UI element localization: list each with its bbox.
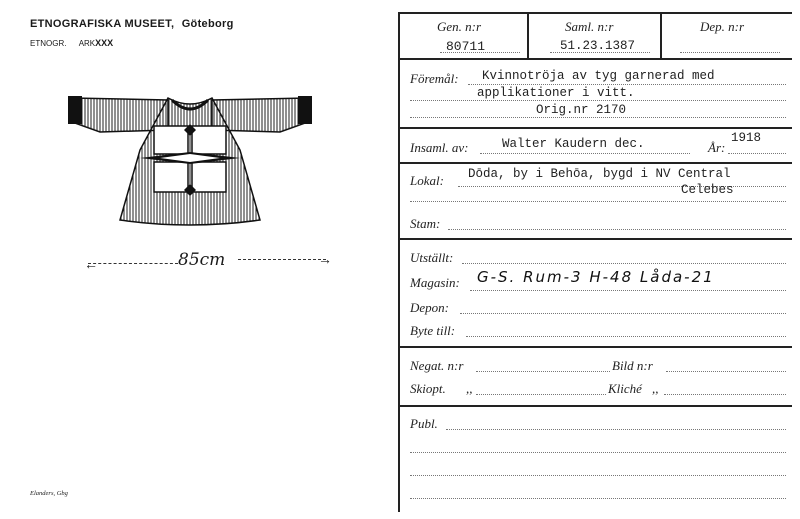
gen-label: Gen. n:r bbox=[437, 19, 482, 34]
ark-number: XXX bbox=[95, 38, 114, 48]
lokal-line-2: Celebes bbox=[681, 183, 734, 197]
dep-dots bbox=[680, 52, 780, 53]
publ-dots-4 bbox=[410, 498, 786, 499]
lokal-dots-2 bbox=[410, 201, 786, 202]
foremal-label: Föremål: bbox=[410, 71, 459, 86]
measure-label: 85cm bbox=[178, 250, 226, 270]
foremal-line-2: applikationer i vitt. bbox=[477, 86, 635, 100]
ar-dots bbox=[728, 153, 786, 154]
kliche-label: Kliché bbox=[608, 381, 642, 396]
skiopt-dots bbox=[476, 394, 606, 395]
byte-dots bbox=[466, 336, 786, 337]
insaml-value: Walter Kaudern dec. bbox=[502, 137, 645, 151]
lokal-label: Lokal: bbox=[410, 173, 444, 188]
kliche-ditto: ,, bbox=[652, 381, 659, 396]
publ-dots-3 bbox=[410, 475, 786, 476]
cell-divider-1 bbox=[527, 12, 529, 58]
publ-dots-1 bbox=[446, 429, 786, 430]
gen-value: 80711 bbox=[446, 39, 486, 54]
insaml-bottom-border bbox=[400, 162, 792, 164]
magasin-dots bbox=[470, 290, 786, 291]
foremal-line-3: Orig.nr 2170 bbox=[536, 103, 627, 117]
etnogr-line bbox=[30, 38, 113, 48]
foremal-dots-2 bbox=[410, 100, 786, 101]
depon-label: Depon: bbox=[410, 300, 449, 315]
skiopt-ditto: ,, bbox=[466, 381, 473, 396]
header-bottom-border bbox=[400, 58, 792, 60]
stam-dots bbox=[448, 229, 786, 230]
foremal-dots-3 bbox=[410, 117, 786, 118]
utstallt-dots bbox=[462, 263, 786, 264]
lokal-dots-1 bbox=[458, 186, 786, 187]
ark-label: ARK bbox=[78, 39, 96, 48]
etnogr-label: ETNOGR. bbox=[30, 39, 67, 48]
saml-dots bbox=[550, 52, 650, 53]
negat-dots bbox=[476, 371, 610, 372]
stam-bottom-border bbox=[400, 238, 792, 240]
utstallt-label: Utställt: bbox=[410, 250, 454, 265]
saml-value: 51.23.1387 bbox=[560, 39, 636, 53]
stam-label: Stam: bbox=[410, 216, 441, 231]
byte-bottom-border bbox=[400, 346, 792, 348]
museum-header bbox=[30, 18, 234, 30]
card-top-border bbox=[400, 12, 792, 14]
insaml-label: Insaml. av: bbox=[410, 140, 469, 155]
foremal-line-1: Kvinnotröja av tyg garnerad med bbox=[482, 69, 715, 83]
printer-credit: Elanders, Gbg bbox=[30, 490, 68, 497]
magasin-value: G-S. Rum-3 H-48 Låda-21 bbox=[477, 268, 715, 286]
measure-line-right bbox=[238, 259, 326, 260]
card-left-border bbox=[398, 12, 400, 512]
kliche-dots bbox=[664, 394, 786, 395]
foremal-dots-1 bbox=[468, 84, 786, 85]
negat-label: Negat. n:r bbox=[410, 358, 464, 373]
arrow-left-icon: ← bbox=[84, 256, 98, 272]
publ-label: Publ. bbox=[410, 416, 438, 431]
bild-dots bbox=[666, 371, 786, 372]
skiopt-bottom-border bbox=[400, 405, 792, 407]
foremal-bottom-border bbox=[400, 127, 792, 129]
cell-divider-2 bbox=[660, 12, 662, 58]
gen-dots bbox=[440, 52, 520, 53]
garment-drawing bbox=[60, 90, 320, 240]
saml-label: Saml. n:r bbox=[565, 19, 614, 34]
measure-line-left bbox=[88, 263, 178, 264]
arrow-right-icon: → bbox=[318, 251, 332, 267]
depon-dots bbox=[460, 313, 786, 314]
publ-dots-2 bbox=[410, 452, 786, 453]
dep-label: Dep. n:r bbox=[700, 19, 745, 34]
insaml-dots bbox=[480, 153, 690, 154]
museum-name: ETNOGRAFISKA MUSEET, bbox=[30, 18, 175, 30]
bild-label: Bild n:r bbox=[612, 358, 653, 373]
byte-label: Byte till: bbox=[410, 323, 456, 338]
ar-value: 1918 bbox=[731, 131, 762, 145]
magasin-label: Magasin: bbox=[410, 275, 460, 290]
skiopt-label: Skiopt. bbox=[410, 381, 446, 396]
museum-city: Göteborg bbox=[181, 18, 234, 30]
lokal-line-1: Dōda, by i Behōa, bygd i NV Central bbox=[468, 167, 731, 181]
ar-label: År: bbox=[708, 140, 726, 155]
